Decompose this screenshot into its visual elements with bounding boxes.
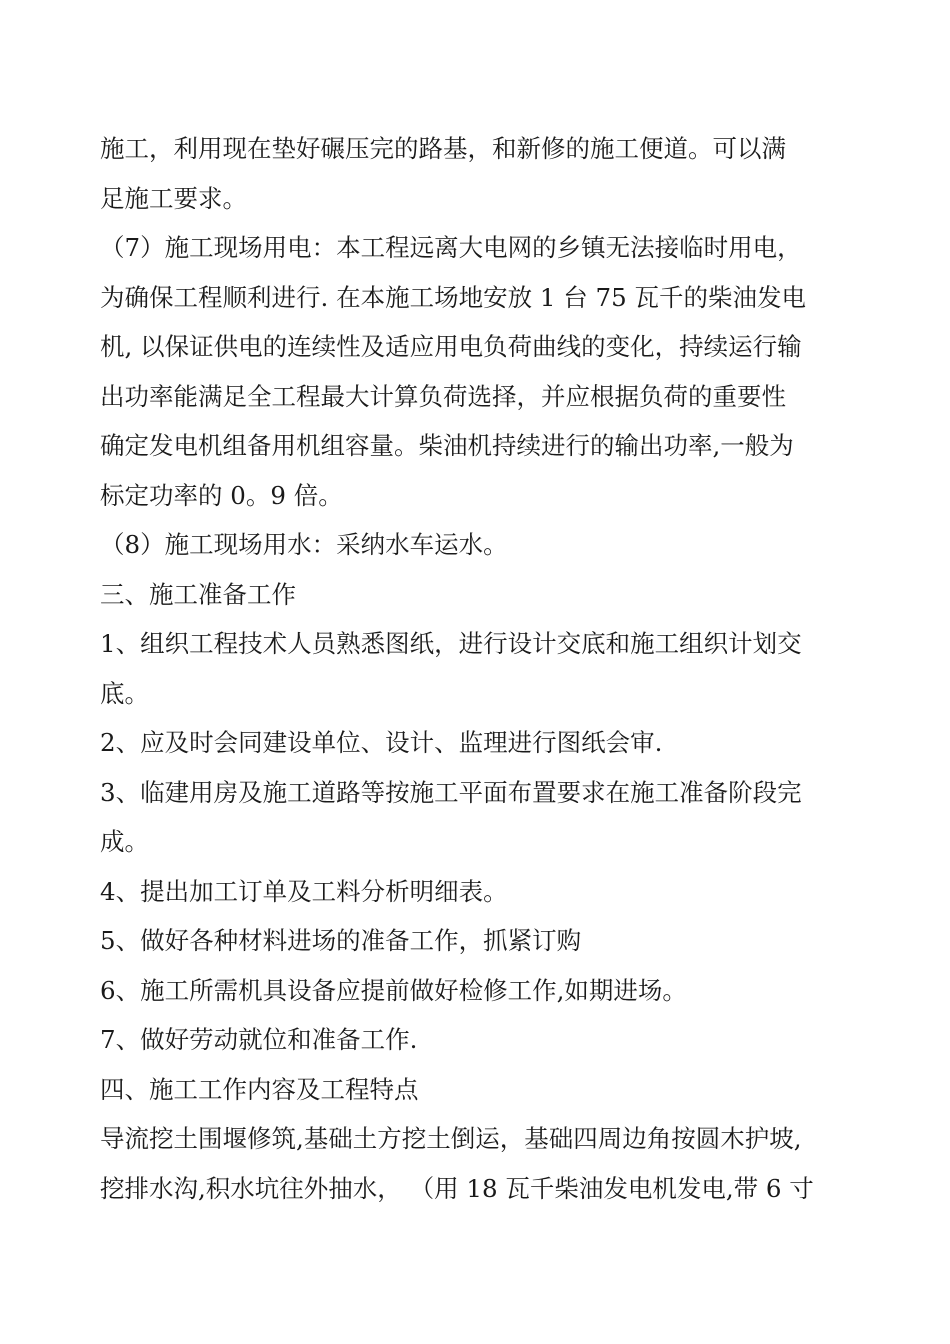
text-line: 施工，利用现在垫好碾压完的路基，和新修的施工便道。可以满 (100, 134, 786, 163)
text-line: 标定功率的 0。9 倍。 (100, 480, 343, 510)
text-line: 足施工要求。 (100, 183, 247, 213)
text-line: 2、应及时会同建设单位、设计、监理进行图纸会审. (100, 728, 663, 757)
text-line: 底。 (100, 678, 149, 708)
text-line: 机, 以保证供电的连续性及适应用电负荷曲线的变化，持续运行输 (100, 332, 802, 361)
text-line: 1、组织工程技术人员熟悉图纸，进行设计交底和施工组织计划交 (100, 629, 802, 658)
section-heading: 三、施工准备工作 (100, 579, 296, 609)
text-line: 6、施工所需机具设备应提前做好检修工作,如期进场。 (100, 975, 687, 1005)
text-line: 确定发电机组备用机组容量。柴油机持续进行的输出功率,一般为 (100, 431, 794, 460)
text-line: （8）施工现场用水：采纳水车运水。 (100, 530, 508, 559)
text-line: 出功率能满足全工程最大计算负荷选择，并应根据负荷的重要性 (100, 381, 786, 411)
text-line: 导流挖土围堰修筑,基础土方挖土倒运，基础四周边角按圆木护坡, (100, 1124, 802, 1153)
document-body (100, 124, 840, 1213)
section-heading: 四、施工工作内容及工程特点 (100, 1074, 419, 1104)
text-line: 5、做好各种材料进场的准备工作，抓紧订购 (100, 926, 582, 955)
text-line: 4、提出加工订单及工料分析明细表。 (100, 876, 508, 906)
text-line: 为确保工程顺利进行. 在本施工场地安放 1 台 75 瓦千的柴油发电 (100, 282, 806, 312)
text-line: 挖排水沟,积水坑往外抽水， （用 18 瓦千柴油发电机发电,带 6 寸 (100, 1173, 814, 1203)
text-line: （7）施工现场用电：本工程远离大电网的乡镇无法接临时用电， (100, 233, 802, 262)
text-line: 3、临建用房及施工道路等按施工平面布置要求在施工准备阶段完 (100, 777, 802, 807)
text-line: 7、做好劳动就位和准备工作. (100, 1025, 418, 1054)
text-line: 成。 (100, 827, 149, 856)
